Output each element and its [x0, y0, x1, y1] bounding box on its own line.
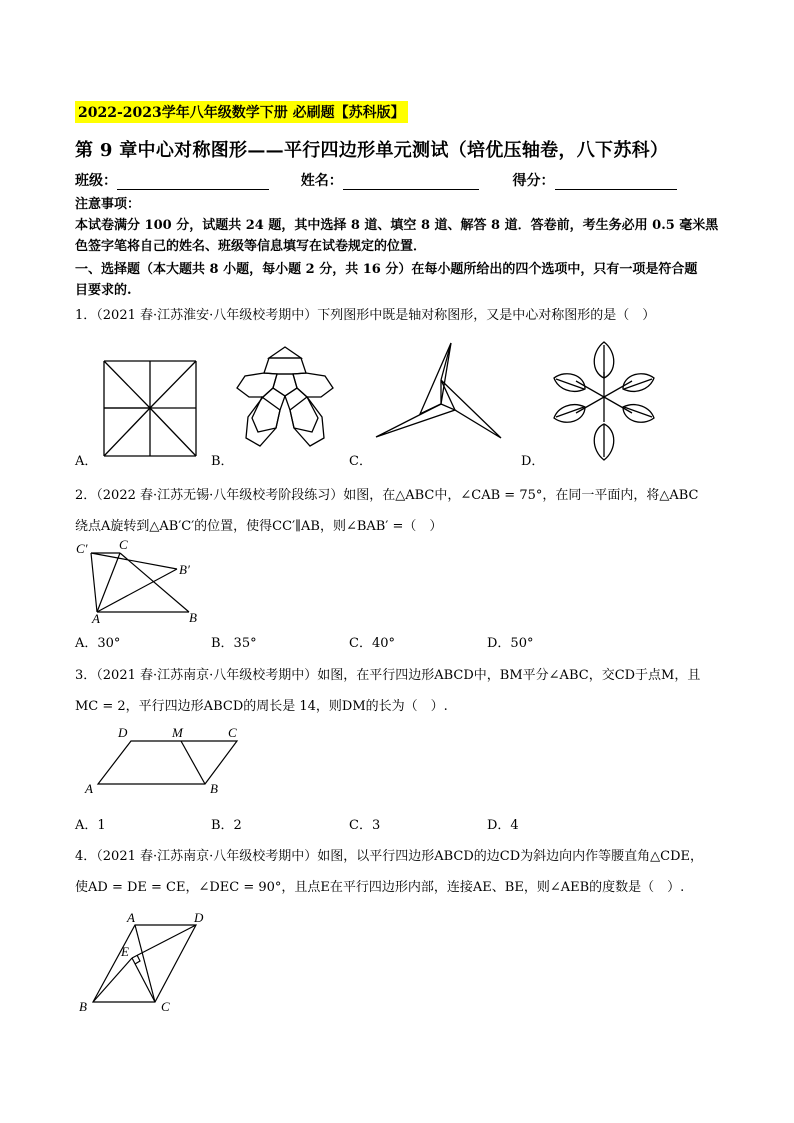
score-label: 得分： — [512, 173, 555, 189]
q3-option-a[interactable]: A．1 — [75, 818, 106, 833]
notice-heading: 注意事项： — [75, 197, 141, 212]
q1-option-c[interactable]: C． — [349, 454, 372, 469]
q2-label-b-prime: B′ — [179, 562, 190, 577]
q3-option-b[interactable]: B．2 — [211, 818, 242, 833]
q2-option-c[interactable]: C．40° — [349, 636, 395, 651]
q2-stem-2: 绕点A旋转到△AB′C′的位置，使得CC′∥AB，则∠BAB′ =（ ） — [75, 519, 443, 534]
q2-option-d[interactable]: D．50° — [487, 636, 534, 651]
q1-option-d[interactable]: D． — [521, 454, 545, 469]
q4-label-d: D — [194, 910, 204, 925]
q3-option-c[interactable]: C．3 — [349, 818, 381, 833]
name-field[interactable] — [343, 175, 479, 190]
q3-label-d: D — [118, 725, 128, 740]
notice-line-1: 本试卷满分 100 分，试题共 24 题，其中选择 8 道、填空 8 道、解答 8 道．答卷前，考生务必用 0.5 毫米黑 — [75, 218, 719, 233]
q4-label-b: B — [79, 999, 87, 1014]
page-title: 第 9 章中心对称图形——平行四边形单元测试（培优压轴卷，八下苏科） — [75, 140, 669, 161]
q3-stem-2: MC = 2，平行四边形ABCD的周长是 14，则DM的长为（ ）. — [75, 699, 448, 714]
q4-stem-1: 4．（2021 春·江苏南京·八年级校考期中）如图，以平行四边形ABCD的边CD为斜边向内作等腰直角△CDE， — [75, 849, 704, 864]
q3-label-c: C — [228, 725, 237, 740]
q4-label-e: E — [121, 944, 129, 959]
class-label: 班级： — [75, 173, 117, 189]
q4-label-a: A — [127, 910, 135, 925]
q2-label-a: A — [92, 611, 100, 626]
q1-stem: 1．（2021 春·江苏淮安·八年级校考期中）下列图形中既是轴对称图形，又是中心对称图形的是（ ） — [75, 308, 656, 323]
section-1-instructions: 一、选择题（本大题共 8 小题，每小题 2 分，共 16 分）在每小题所给出的四个选项中，只有一项是符合题 — [75, 262, 698, 277]
name-label: 姓名： — [300, 173, 343, 189]
q3-label-a: A — [85, 781, 93, 796]
q2-label-c-prime: C′ — [76, 541, 88, 556]
q2-stem-1: 2．（2022 春·江苏无锡·八年级校考阶段练习）如图，在△ABC中，∠CAB = 75°，在同一平面内，将△ABC — [75, 488, 699, 503]
q4-label-c: C — [161, 999, 170, 1014]
q3-label-m: M — [172, 725, 183, 740]
q2-label-c: C — [119, 537, 128, 552]
notice-line-2: 色签字笔将自己的姓名、班级等信息填写在试卷规定的位置． — [75, 239, 427, 254]
series-banner: 2022-2023学年八年级数学下册 必刷题【苏科版】 — [75, 101, 408, 123]
section-1-instructions-2: 目要求的. — [75, 283, 132, 298]
q3-label-b: B — [210, 781, 218, 796]
q2-option-b[interactable]: B．35° — [211, 636, 257, 651]
info-row — [75, 170, 677, 190]
q2-option-a[interactable]: A．30° — [75, 636, 121, 651]
q4-stem-2: 使AD = DE = CE，∠DEC = 90°，且点E在平行四边形内部，连接AE、BE，则∠AEB的度数是（ ）. — [75, 880, 685, 895]
q3-option-d[interactable]: D．4 — [487, 818, 519, 833]
q1-option-a[interactable]: A． — [75, 454, 98, 469]
q3-stem-1: 3．（2021 春·江苏南京·八年级校考期中）如图，在平行四边形ABCD中，BM平分∠ABC，交CD于点M，且 — [75, 668, 701, 683]
class-field[interactable] — [117, 175, 269, 190]
q2-label-b: B — [189, 610, 197, 625]
q1-option-b[interactable]: B． — [211, 454, 234, 469]
score-field[interactable] — [555, 175, 677, 190]
